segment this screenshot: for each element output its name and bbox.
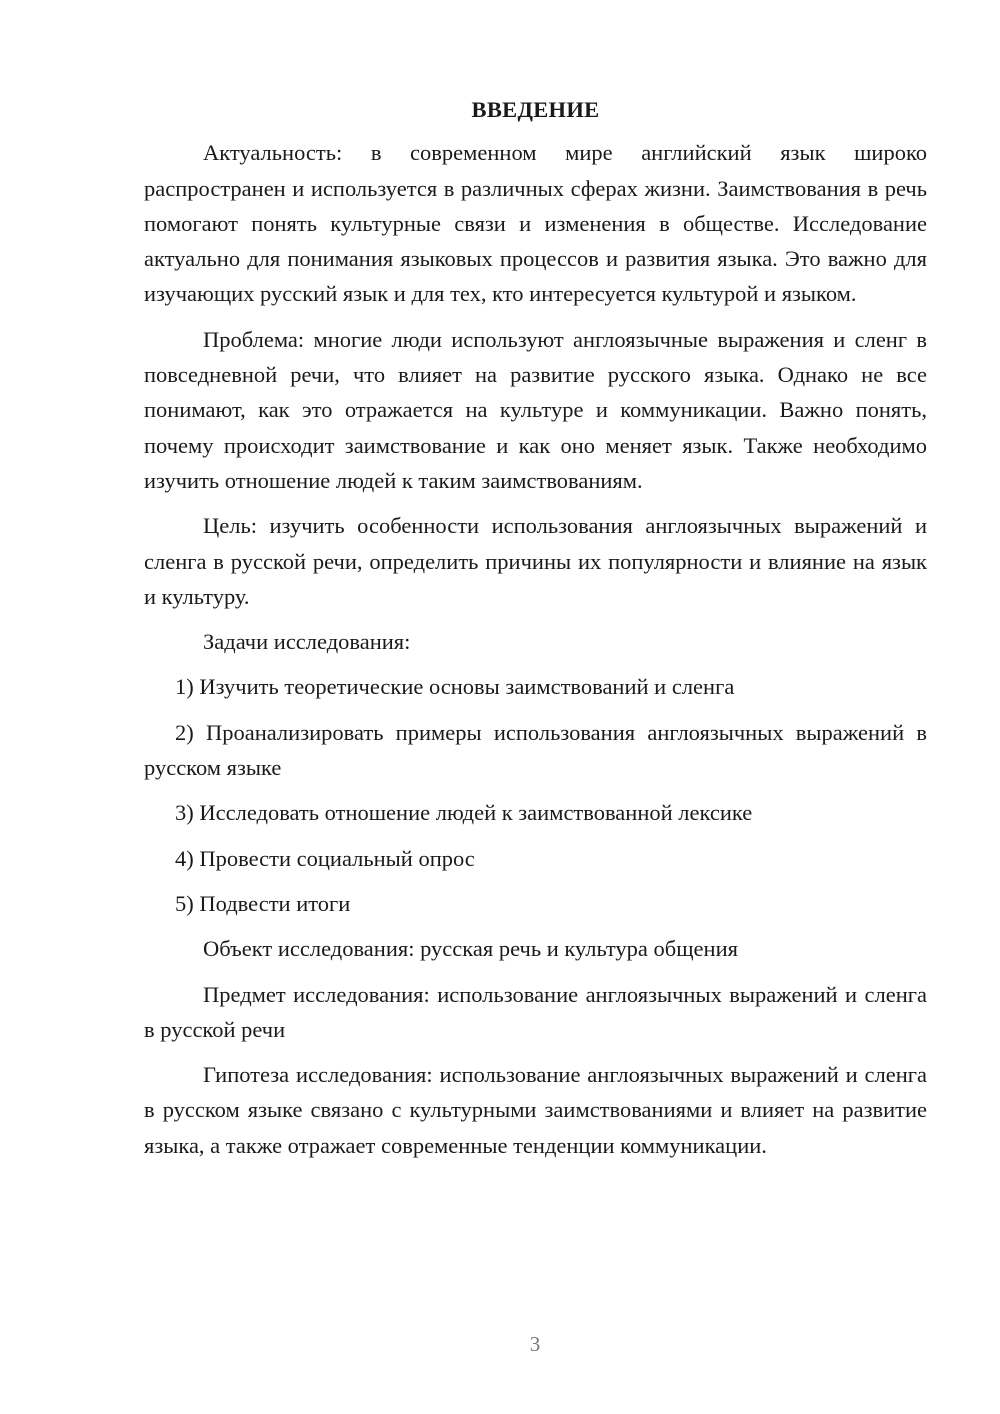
section-title: ВВЕДЕНИЕ	[471, 97, 600, 122]
task-item: 2) Проанализировать примеры использования англоязычных выражений в русском языке	[144, 719, 927, 781]
hypothesis-paragraph: Гипотеза исследования: использование англоязычных выражений и сленга в русском языке связано с культурными заимствованиями и влияет на развитие языка, а также отражает современные тенденции коммуникации.	[144, 1062, 927, 1158]
page-number: 3	[529, 1332, 541, 1356]
tasks-heading: Задачи исследования:	[203, 629, 411, 655]
document-page	[144, 92, 927, 1173]
task-item: 4) Провести социальный опрос	[175, 845, 475, 871]
object-paragraph: Объект исследования: русская речь и культура общения	[203, 936, 738, 962]
problem-paragraph: Проблема: многие люди используют англоязычные выражения и сленг в повседневной речи, что влияет на развитие русского языка. Однако не все понимают, как это отражается на культуре и коммуникации. Важно понять, почему происходит заимствование и как оно меняет язык. Также необходимо изучить отношение людей к таким заимствованиям.	[144, 326, 927, 493]
task-item: 1) Изучить теоретические основы заимствований и сленга	[175, 674, 735, 700]
task-item: 5) Подвести итоги	[175, 890, 351, 916]
goal-paragraph: Цель: изучить особенности использования англоязычных выражений и сленга в русской речи, определить причины их популярности и влияние на язык и культуру.	[144, 513, 927, 609]
subject-paragraph: Предмет исследования: использование англоязычных выражений и сленга в русской речи	[144, 981, 927, 1042]
relevance-paragraph: Актуальность: в современном мире английский язык широко распространен и используется в различных сферах жизни. Заимствования в речь помогают понять культурные связи и изменения в обществе. Исследование актуально для понимания языковых процессов и развития языка. Это важно для изучающих русский язык и для тех, кто интересуется культурой и языком.	[144, 140, 927, 307]
task-item: 3) Исследовать отношение людей к заимствованной лексике	[175, 800, 753, 826]
